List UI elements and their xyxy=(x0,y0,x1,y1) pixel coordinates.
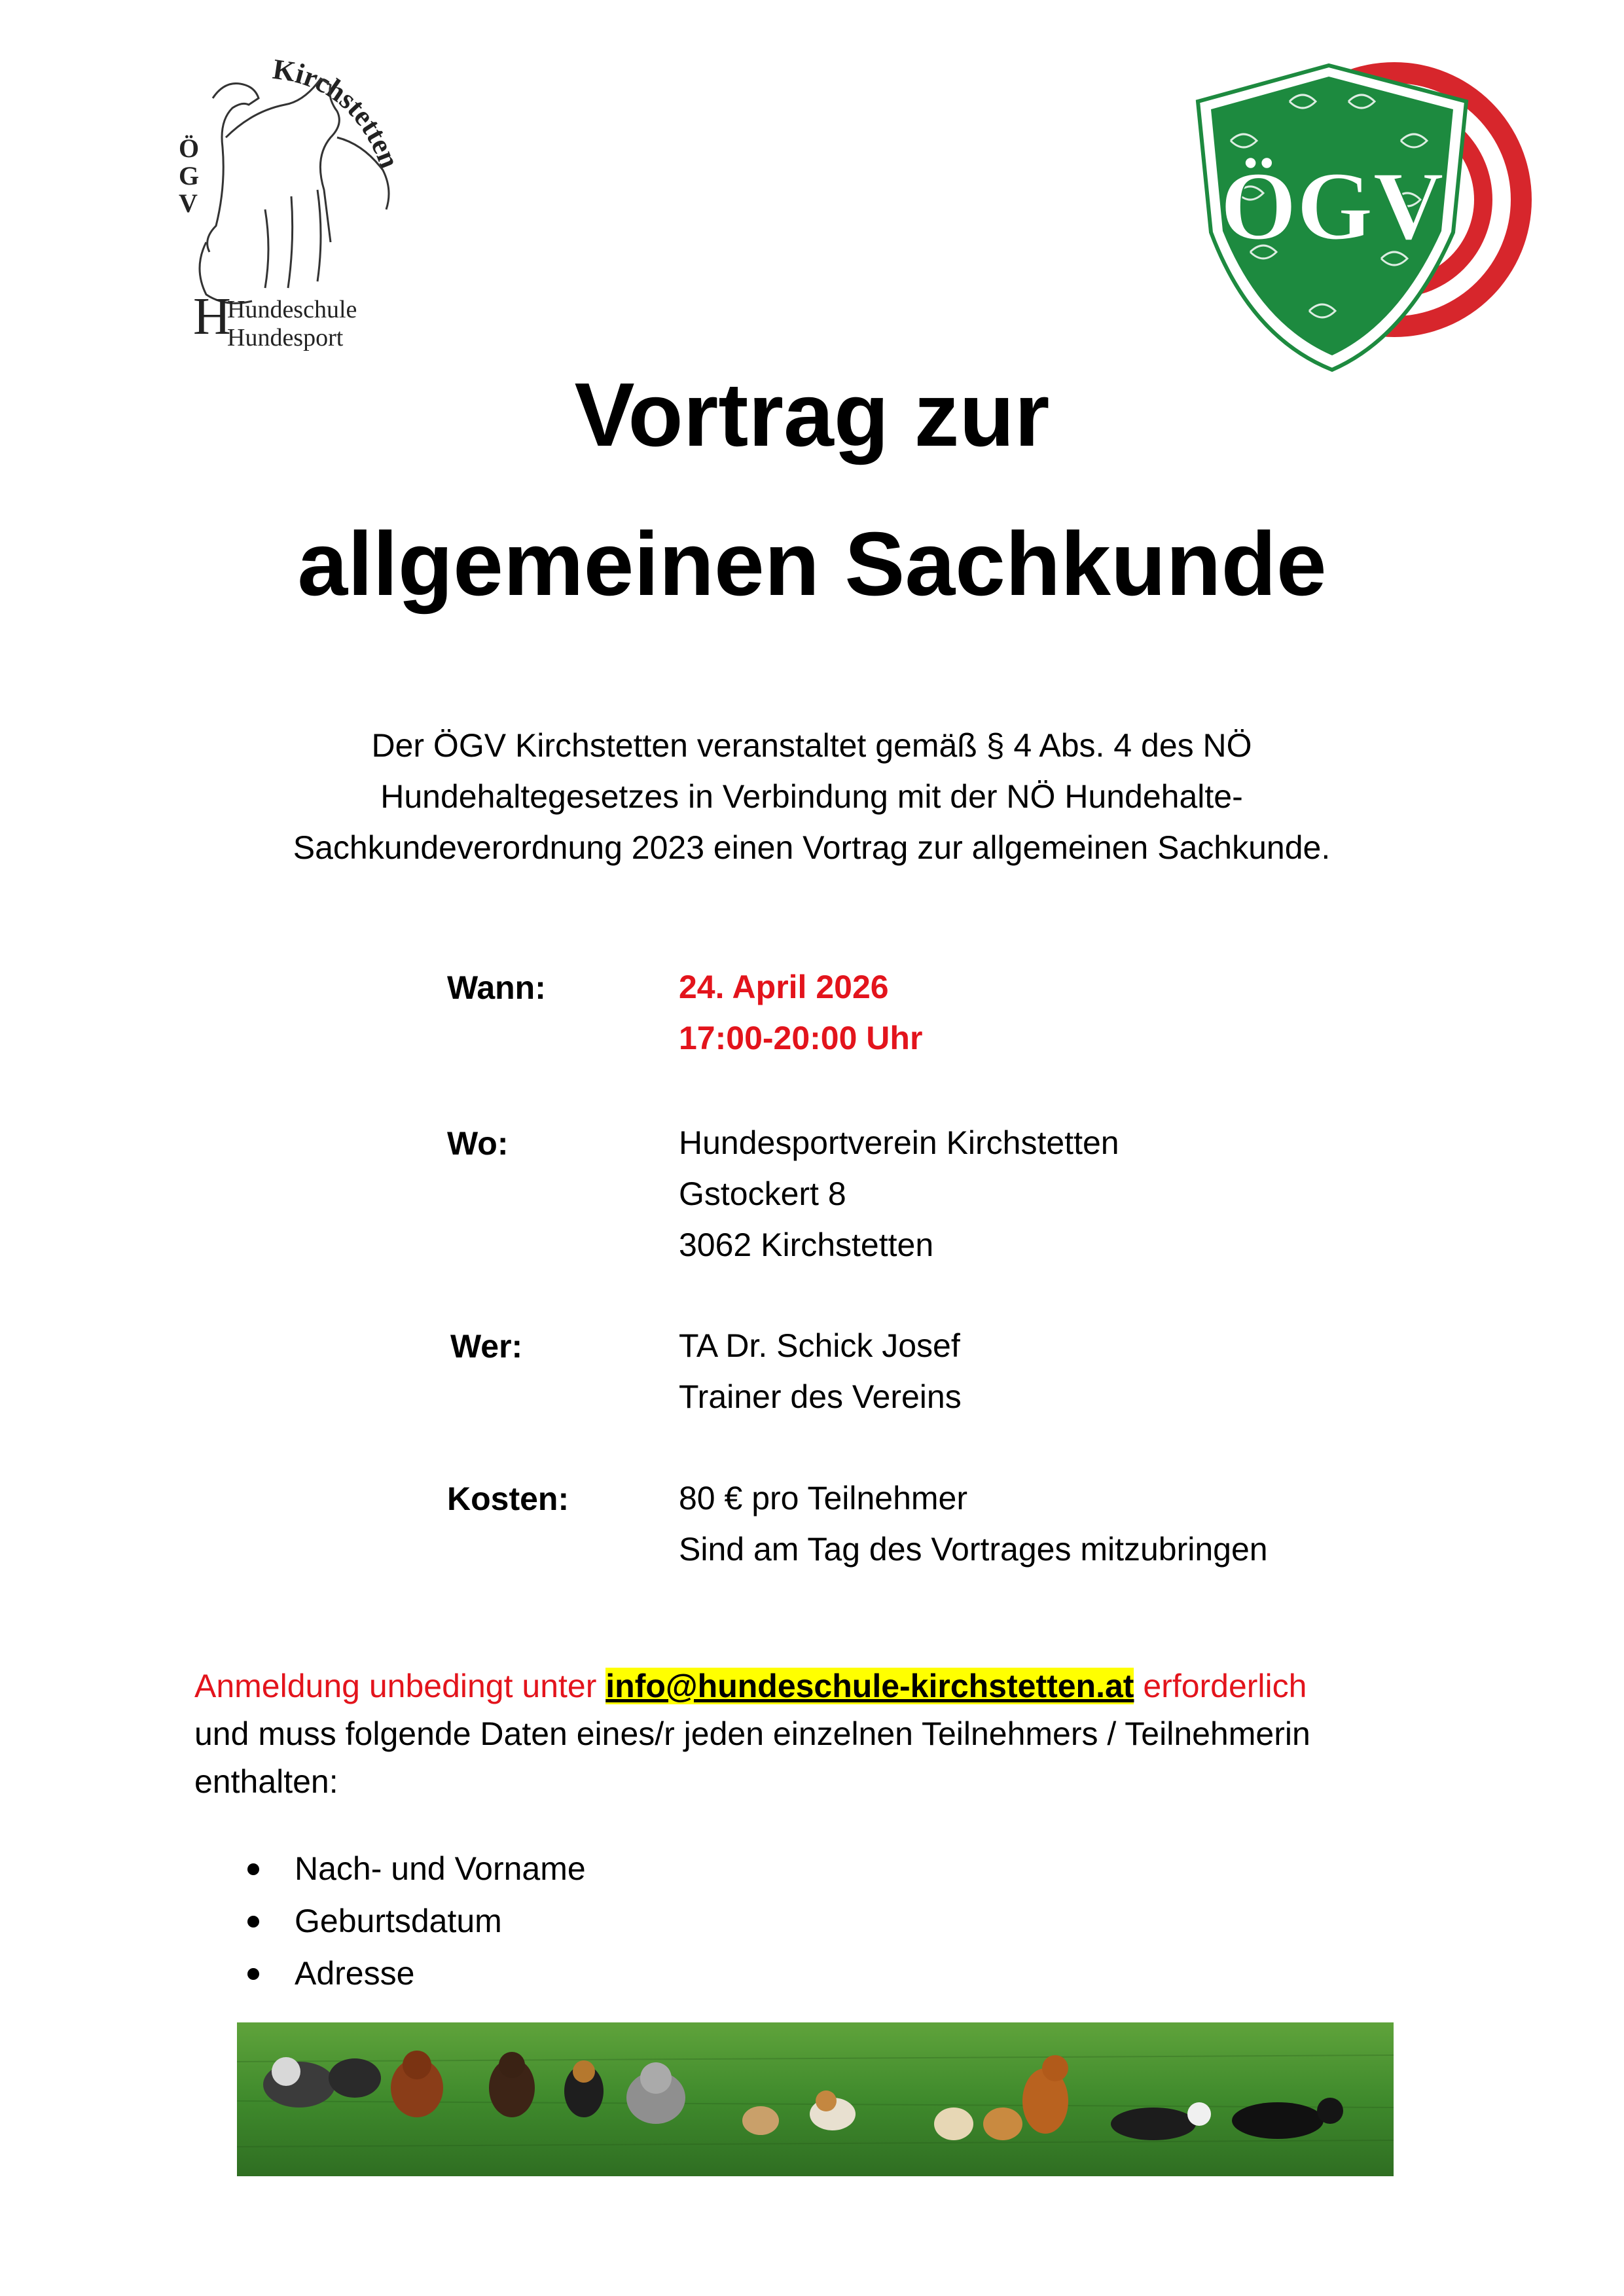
registration-line1 xyxy=(194,1662,1438,1710)
intro-line: Hundehaltegesetzes in Verbindung mit der NÖ Hundehalte- xyxy=(380,778,1243,815)
dogs-on-grass-image xyxy=(237,2022,1394,2176)
intro-line: Sachkundeverordnung 2023 einen Vortrag zur allgemeinen Sachkunde. xyxy=(293,829,1331,866)
page-title-line2: allgemeinen Sachkunde xyxy=(297,514,1327,615)
value-wo xyxy=(679,1117,1119,1270)
event-time: 17:00-20:00 Uhr xyxy=(679,1020,923,1056)
registration-email-link[interactable]: info@hundeschule-kirchstetten.at xyxy=(605,1668,1134,1704)
list-item: Nach- und Vorname xyxy=(242,1842,586,1895)
registration-line3: enthalten: xyxy=(194,1763,338,1800)
intro-paragraph xyxy=(196,720,1427,873)
dogs-illustration-icon xyxy=(167,59,409,367)
label-kosten: Kosten: xyxy=(447,1480,569,1517)
label-wann: Wann: xyxy=(447,969,546,1006)
value-wer xyxy=(679,1320,962,1422)
value-kosten xyxy=(679,1473,1268,1575)
logo-oegv-emblem xyxy=(1191,62,1532,376)
intro-line: Der ÖGV Kirchstetten veranstaltet gemäß § 4 Abs. 4 des NÖ xyxy=(371,727,1252,764)
logo-line1: Hundeschule xyxy=(227,296,357,323)
location-line: Hundesportverein Kirchstetten xyxy=(679,1124,1119,1161)
speaker-line: TA Dr. Schick Josef xyxy=(679,1327,960,1364)
logo-curve-text: Kirchstetten xyxy=(270,59,406,173)
registration-line2: und muss folgende Daten eines/r jeden einzelnen Teilnehmers / Teilnehmerin xyxy=(194,1715,1310,1752)
dogs-photo xyxy=(237,2022,1394,2176)
registration-paragraph xyxy=(194,1662,1438,1806)
cost-line: 80 € pro Teilnehmer xyxy=(679,1480,968,1516)
speaker-line: Trainer des Vereins xyxy=(679,1378,962,1415)
list-item: Adresse xyxy=(242,1947,586,2000)
emblem-letters: ÖGV xyxy=(1220,152,1444,260)
location-line: 3062 Kirchstetten xyxy=(679,1227,934,1263)
label-wer: Wer: xyxy=(450,1328,523,1365)
cost-line: Sind am Tag des Vortrages mitzubringen xyxy=(679,1531,1268,1568)
oegv-emblem-icon xyxy=(1191,62,1532,376)
location-line: Gstockert 8 xyxy=(679,1175,846,1212)
value-wann xyxy=(679,961,922,1064)
required-data-list xyxy=(242,1842,586,2000)
event-date: 24. April 2026 xyxy=(679,969,889,1005)
page-title-line1: Vortrag zur xyxy=(574,365,1050,465)
logo-hundeschule-kirchstetten xyxy=(167,59,409,367)
logo-vertical-letters: Ö G V xyxy=(179,134,200,218)
registration-prefix: Anmeldung unbedingt unter xyxy=(194,1668,597,1704)
label-wo: Wo: xyxy=(447,1125,509,1162)
list-item: Geburtsdatum xyxy=(242,1895,586,1947)
logo-line2: Hundesport xyxy=(227,324,344,351)
registration-suffix: erforderlich xyxy=(1143,1668,1307,1704)
logo-big-h: H xyxy=(193,288,231,346)
